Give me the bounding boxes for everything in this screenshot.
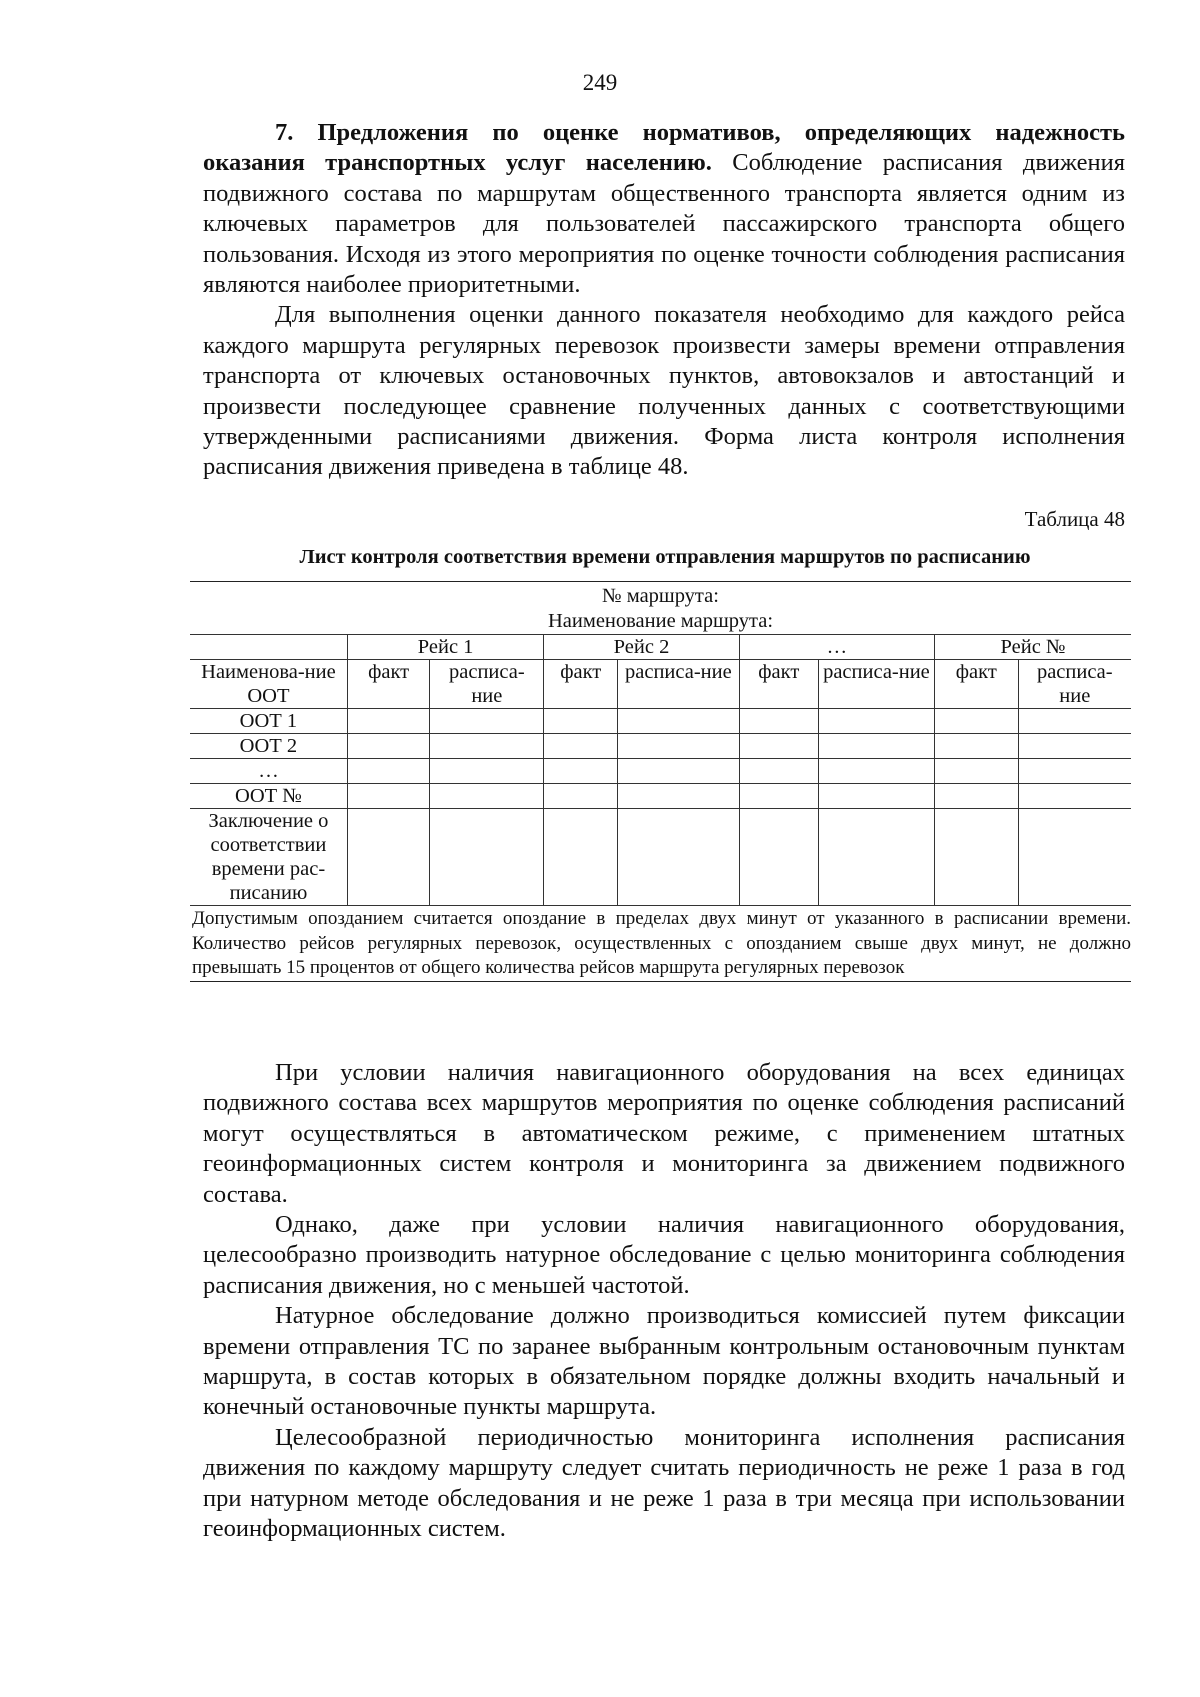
table-caption: Таблица 48 xyxy=(1024,507,1125,531)
table-row xyxy=(190,709,1131,734)
route-header-row xyxy=(190,582,1131,635)
section-paragraph-2: Для выполнения оценки данного показателя необходимо для каждого рейса каждого маршрута регулярных перевозок произвести замеры времени отправления транспорта от ключевых остановочных пунктов, автовокзалов и автостанций и произвести последующее сравнение полученных данных с соответствующими утвержденными расписаниями движения. Форма листа контроля исполнения расписания движения приведена в таблице 48. xyxy=(203,301,1125,481)
trip-header: Рейс № xyxy=(935,635,1132,660)
fact-header: факт xyxy=(935,660,1019,709)
fact-header: факт xyxy=(739,660,818,709)
stop-name-cell: ООТ 1 xyxy=(190,709,347,734)
schedule-header: расписа-ние xyxy=(818,660,934,709)
section-heading-tail: Соблюдение расписания движения подвижного состава по маршрутам общественного транспорта является одним из ключевых параметров для пользователей пассажирского транспорта общего пользования. Исходя из этого мероприятия по оценке точности соблюдения расписания являются наиболее приоритетными. xyxy=(203,149,1125,299)
trip-header: … xyxy=(739,635,934,660)
column-header-row xyxy=(190,660,1131,709)
closing-paragraph-4: Целесообразной периодичностью мониторинга исполнения расписания движения по каждому маршруту следует считать периодичность не реже 1 раза в год при натурном методе обследования и не реже 1 раза в три месяца при использовании геоинформационных систем. xyxy=(203,1423,1125,1543)
stop-name-header: Наименова-ние ООТ xyxy=(190,660,347,709)
control-sheet-table xyxy=(190,581,1131,982)
table-title: Лист контроля соответствия времени отправления маршрутов по расписанию xyxy=(299,546,1031,568)
stop-name-cell: ООТ № xyxy=(190,784,347,809)
closing-paragraph-2: Однако, даже при условии наличия навигационного оборудования, целесообразно производить натурное обследование с целью мониторинга соблюдения расписания движения, но с меньшей частотой. xyxy=(203,1211,1125,1299)
closing-paragraph-1: При условии наличия навигационного оборудования на всех единицах подвижного состава всех маршрутов мероприятия по оценке соблюдения расписаний могут осуществляться в автоматическом режиме, с применением штатных геоинформационных систем контроля и мониторинга за движением подвижного состава. xyxy=(203,1059,1125,1208)
section-heading: 7. Предложения по оценке нормативов, определяющих надежность оказания транспортных услуг населению. xyxy=(203,119,1125,177)
stop-name-cell: ООТ 2 xyxy=(190,734,347,759)
trips-corner-cell xyxy=(190,635,347,660)
closing-paragraph-3: Натурное обследование должно производиться комиссией путем фиксации времени отправления ТС по заранее выбранным контрольным остановочным пунктам маршрута, в состав которых в обязательном порядке должны входить начальный и конечный остановочные пункты маршрута. xyxy=(203,1302,1125,1421)
schedule-header: расписа-ние xyxy=(430,660,544,709)
table-note: Допустимым опозданием считается опоздание в пределах двух минут от указанного в расписании времени. Количество рейсов регулярных перевозок, осуществленных с опозданием свыше двух минут, не должно превышать 15 процентов от общего количества рейсов маршрута регулярных перевозок xyxy=(190,906,1131,982)
conclusion-row xyxy=(190,809,1131,906)
route-header-cell xyxy=(190,582,1131,635)
trip-header: Рейс 2 xyxy=(544,635,739,660)
route-name-label: Наименование маршрута: xyxy=(547,610,774,632)
schedule-header: расписа-ние xyxy=(1018,660,1131,709)
fact-header: факт xyxy=(347,660,429,709)
trips-header-row xyxy=(190,635,1131,660)
stop-name-cell: … xyxy=(190,759,347,784)
trip-header: Рейс 1 xyxy=(347,635,543,660)
conclusion-label: Заключение о соответствии времени рас-писанию xyxy=(190,809,347,906)
table-row xyxy=(190,784,1131,809)
page-number: 249 xyxy=(582,70,618,95)
fact-header: факт xyxy=(544,660,618,709)
table-row xyxy=(190,734,1131,759)
intro-text xyxy=(203,118,1125,483)
schedule-header: расписа-ние xyxy=(618,660,740,709)
note-row xyxy=(190,906,1131,982)
table-row xyxy=(190,759,1131,784)
closing-text xyxy=(203,1058,1125,1545)
section-paragraph-1 xyxy=(203,118,1125,300)
route-number-label: № маршрута: xyxy=(602,585,719,607)
